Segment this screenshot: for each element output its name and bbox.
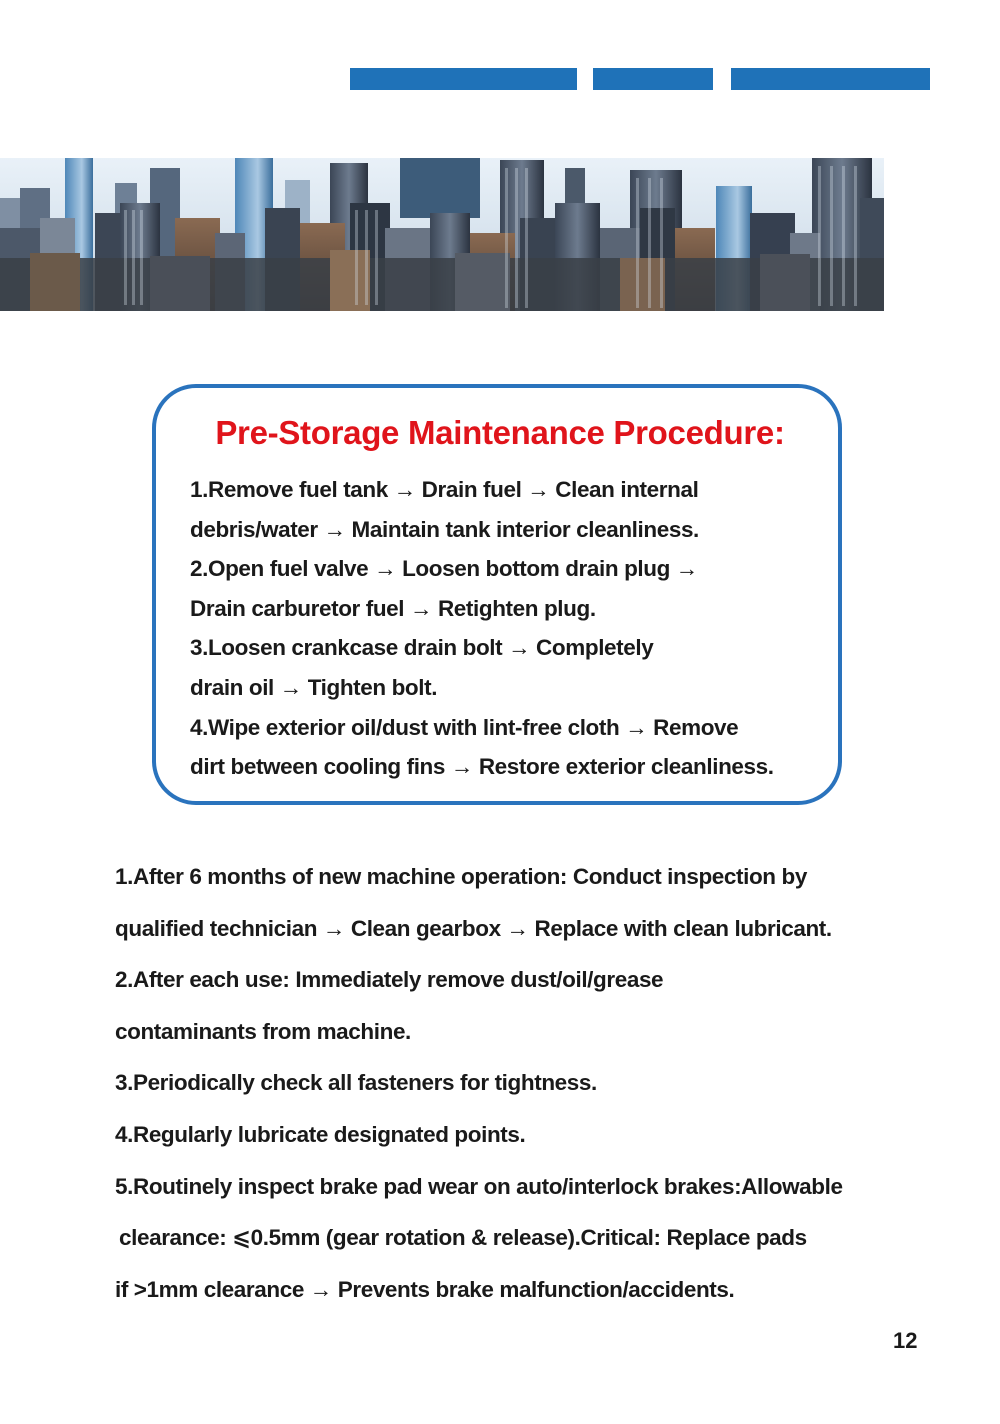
header-bar-middle <box>593 68 713 90</box>
note-line: contaminants from machine. <box>115 1018 411 1044</box>
page-number: 12 <box>893 1328 918 1353</box>
procedure-line: debris/water → Maintain tank interior cleanliness. <box>190 516 699 542</box>
note-line: clearance: ⩽0.5mm (gear rotation & release).Critical: Replace pads <box>119 1225 807 1251</box>
procedure-line: dirt between cooling fins → Restore exterior cleanliness. <box>190 754 774 780</box>
city-skyline-banner <box>0 158 884 311</box>
procedure-line: 2.Open fuel valve → Loosen bottom drain plug → <box>190 556 698 582</box>
procedure-line: 1.Remove fuel tank → Drain fuel → Clean internal <box>190 477 699 502</box>
note-line: 3.Periodically check all fasteners for tightness. <box>115 1070 597 1096</box>
maintenance-notes <box>115 851 843 1315</box>
note-line: 1.After 6 months of new machine operation: Conduct inspection by <box>115 864 807 889</box>
note-line: 4.Regularly lubricate designated points. <box>115 1121 526 1147</box>
procedure-line: Drain carburetor fuel → Retighten plug. <box>190 595 596 621</box>
procedure-line: drain oil → Tighten bolt. <box>190 674 438 700</box>
note-line: 2.After each use: Immediately remove dust/oil/grease <box>115 967 664 993</box>
procedure-line: 4.Wipe exterior oil/dust with lint-free cloth → Remove <box>190 714 739 740</box>
note-line: if >1mm clearance → Prevents brake malfunction/accidents. <box>115 1276 735 1302</box>
note-line: qualified technician → Clean gearbox → Replace with clean lubricant. <box>115 915 832 941</box>
procedure-title: Pre-Storage Maintenance Procedure: <box>215 414 785 451</box>
procedure-steps <box>190 470 774 787</box>
header-bar-right <box>731 68 930 90</box>
note-line: 5.Routinely inspect brake pad wear on auto/interlock brakes:Allowable <box>115 1173 843 1199</box>
header-bar-left <box>350 68 577 90</box>
procedure-line: 3.Loosen crankcase drain bolt → Completely <box>190 635 654 661</box>
city-skyline-image <box>0 158 884 311</box>
